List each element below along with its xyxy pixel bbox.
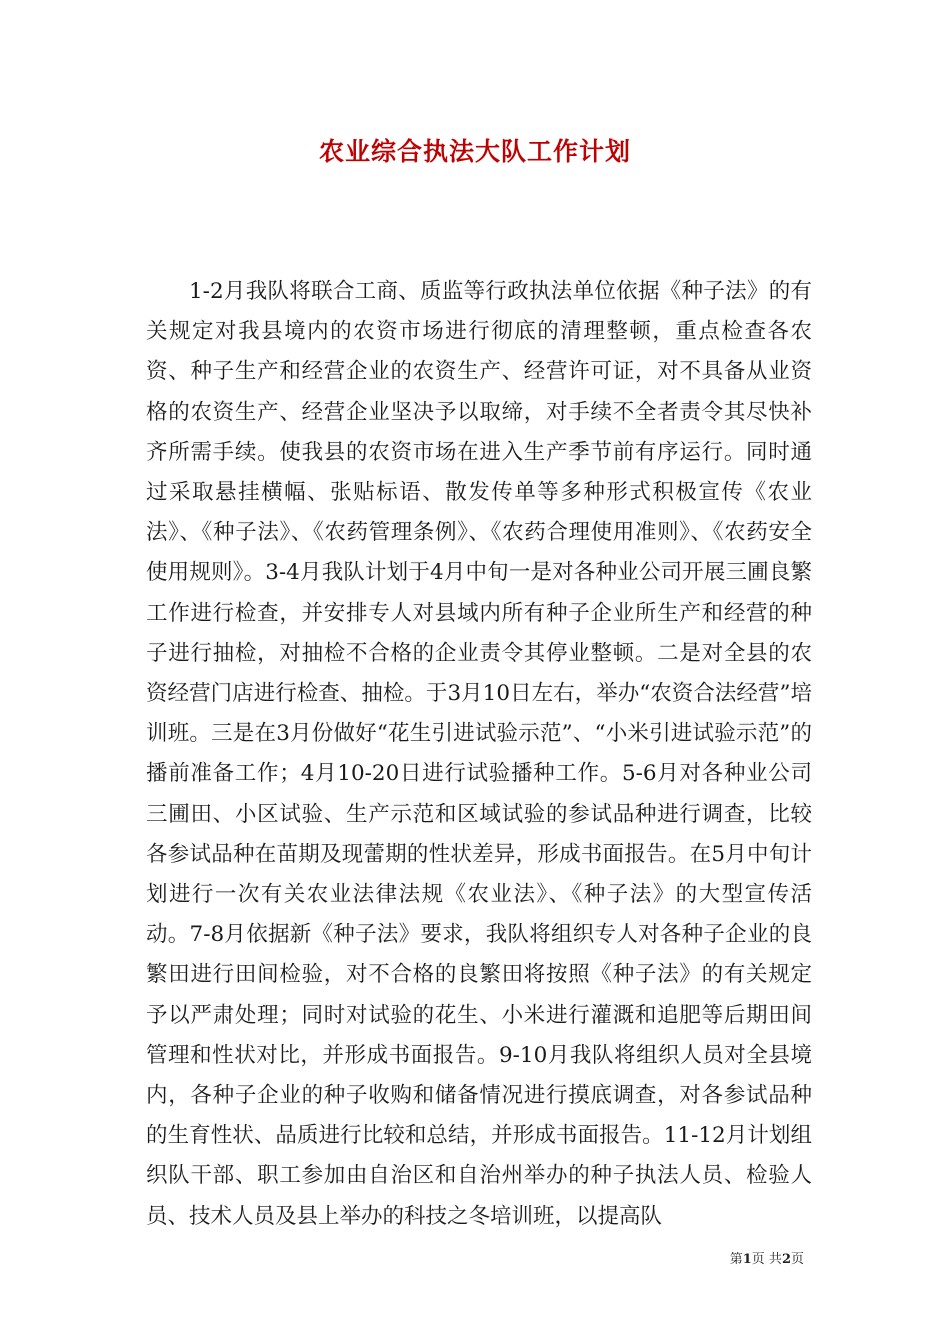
footer-suffix: 页 [790,1252,804,1267]
footer-middle: 页 共 [751,1252,782,1267]
current-page-number: 1 [742,1252,752,1267]
footer-prefix: 第 [729,1252,743,1267]
document-title: 农业综合执法大队工作计划 [318,137,631,166]
total-pages-number: 2 [781,1252,791,1267]
page-footer [730,1248,804,1267]
document-body: 1-2月我队将联合工商、质监等行政执法单位依据《种子法》的有关规定对我县境内的农资市场进行彻底的清理整顿，重点检查各农资、种子生产和经营企业的农资生产、经营许可证，对不具备从业资格的农资生产、经营企业坚决予以取缔，对手续不全者责令其尽快补齐所需手续。使我县的农资市场在进入生产季节前有序运行。同时通过采取悬挂横幅、张贴标语、散发传单等多种形式积极宣传《农业法》、《种子法》、《农药管理条例》、《农药合理使用准则》、《农药安全使用规则》。3-4月我队计划于4月中旬一是对各种业公司开展三圃良繁工作进行检查，并安排专人对县域内所有种子企业所生产和经营的种子进行抽检，对抽检不合格的企业责令其停业整顿。二是对全县的农资经营门店进行检查、抽检。于3月10日左右，举办“农资合法经营”培训班。三是在3月份做好“花生引进试验示范”、“小米引进试验示范”的播前准备工作；4月10-20日进行试验播种工作。5-6月对各种业公司三圃田、小区试验、生产示范和区域试验的参试品种进行调查，比较各参试品种在苗期及现蕾期的性状差异，形成书面报告。在5月中旬计划进行一次有关农业法律法规《农业法》、《种子法》的大型宣传活动。7-8月依据新《种子法》要求，我队将组织专人对各种子企业的良繁田进行田间检验，对不合格的良繁田将按照《种子法》的有关规定予以严肃处理；同时对试验的花生、小米进行灌溉和追肥等后期田间管理和性状对比，并形成书面报告。9-10月我队将组织人员对全县境内，各种子企业的种子收购和储备情况进行摸底调查，对各参试品种的生育性状、品质进行比较和总结，并形成书面报告。11-12月计划组织队干部、职工参加由自治区和自治州举办的种子执法人员、检验人员、技术人员及县上举办的科技之冬培训班，以提高队 [146,279,812,1229]
